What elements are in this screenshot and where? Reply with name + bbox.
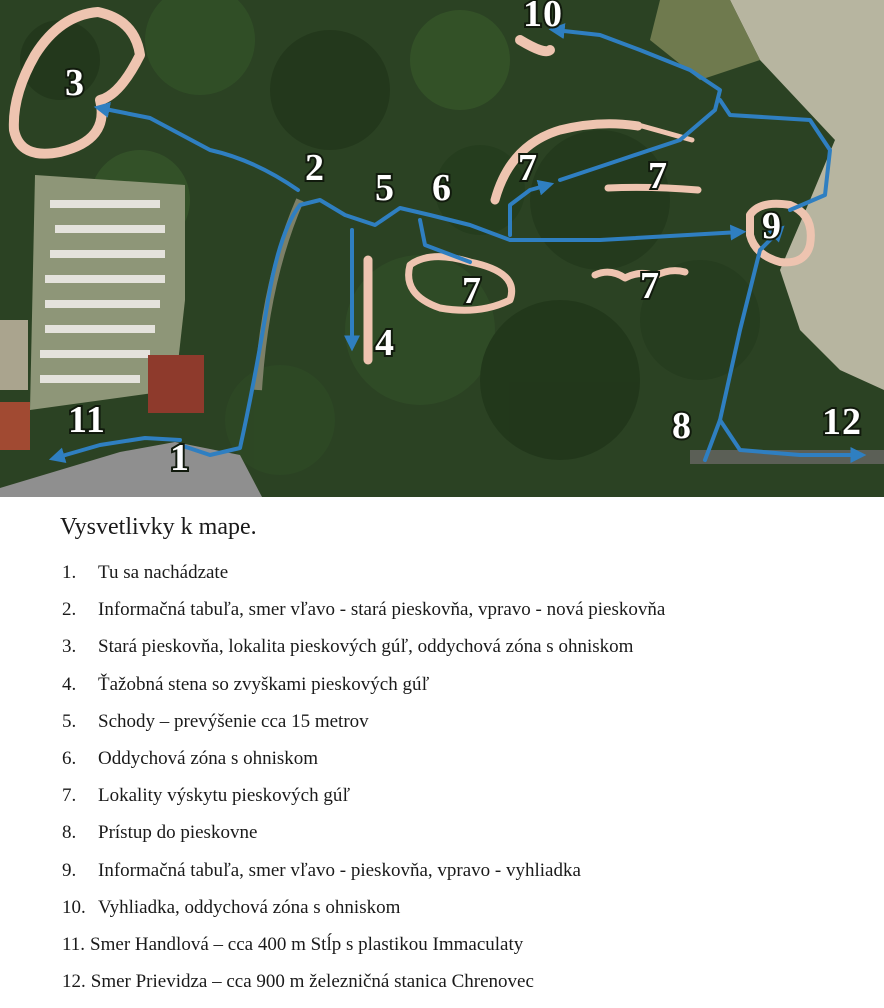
legend-item-text: Informačná tabuľa, smer vľavo - stará pieskovňa, vpravo - nová pieskovňa (98, 599, 666, 621)
legend-item-text: Prístup do pieskovne (98, 822, 258, 844)
legend-item-number: 7. (62, 785, 77, 807)
legend-item-text: Vyhliadka, oddychová zóna s ohniskom (98, 896, 401, 918)
legend-title: Vysvetlivky k mape. (60, 514, 257, 540)
legend-item (62, 785, 665, 822)
legend-item (62, 897, 665, 934)
house-roof (0, 402, 30, 450)
legend-item (62, 599, 665, 636)
legend-item-text: Smer Prievidza – cca 900 m železničná stanica Chrenovec (90, 971, 534, 993)
legend-item-number: 10. (62, 896, 86, 918)
legend-item-text: Oddychová zóna s ohniskom (98, 747, 319, 769)
legend-item (62, 562, 665, 599)
legend-item-text: Informačná tabuľa, smer vľavo - pieskovňa, vpravo - vyhliadka (98, 859, 581, 881)
legend-item (62, 748, 665, 785)
map-label-6: 6 (432, 167, 452, 209)
legend-item-number: 12. (62, 971, 86, 993)
map-label-4: 4 (375, 322, 395, 364)
legend-item-text: Lokality výskytu pieskových gúľ (98, 785, 351, 807)
legend-list (62, 562, 665, 1008)
legend-item-text: Tu sa nachádzate (98, 562, 229, 583)
legend-item (62, 860, 665, 897)
map-label-10: 10 (523, 0, 563, 35)
aerial-map (0, 0, 884, 497)
map-label-7-lower: 7 (640, 265, 660, 307)
map-label-8: 8 (672, 405, 692, 447)
legend-item (62, 822, 665, 859)
map-label-3: 3 (65, 62, 85, 104)
map-label-7-top: 7 (518, 147, 538, 189)
map-label-12: 12 (822, 401, 862, 443)
map-label-2: 2 (305, 147, 325, 189)
legend-item-number: 9. (62, 859, 77, 881)
legend-item-text: Ťažobná stena so zvyškami pieskových gúľ (98, 673, 430, 695)
map-canvas (0, 0, 884, 497)
legend-item-number: 1. (62, 562, 77, 583)
map-label-5: 5 (375, 167, 395, 209)
legend-item (62, 636, 665, 673)
legend-item-number: 11. (62, 933, 86, 955)
legend-item-number: 6. (62, 747, 77, 769)
legend-item-text: Smer Handlová – cca 400 m Stĺp s plastikou Immaculaty (90, 933, 524, 955)
building-roof (148, 355, 204, 413)
legend-item (62, 934, 665, 971)
legend-item (62, 674, 665, 711)
map-label-7-middle: 7 (462, 270, 482, 312)
map-label-1: 1 (170, 437, 190, 479)
map-label-11: 11 (68, 399, 106, 441)
legend-item-text: Stará pieskovňa, lokalita pieskových gúľ, oddychová zóna s ohniskom (98, 636, 634, 658)
legend-item (62, 971, 665, 1008)
legend-item-text: Schody – prevýšenie cca 15 metrov (98, 710, 369, 732)
legend-item-number: 4. (62, 673, 77, 695)
legend-item-number: 8. (62, 822, 77, 844)
legend-item-number: 3. (62, 636, 77, 658)
map-label-7-right: 7 (648, 155, 668, 197)
legend-item-number: 2. (62, 599, 77, 621)
legend-item-number: 5. (62, 710, 77, 732)
village-lot (0, 320, 28, 390)
legend-item (62, 711, 665, 748)
map-label-9: 9 (762, 205, 782, 247)
